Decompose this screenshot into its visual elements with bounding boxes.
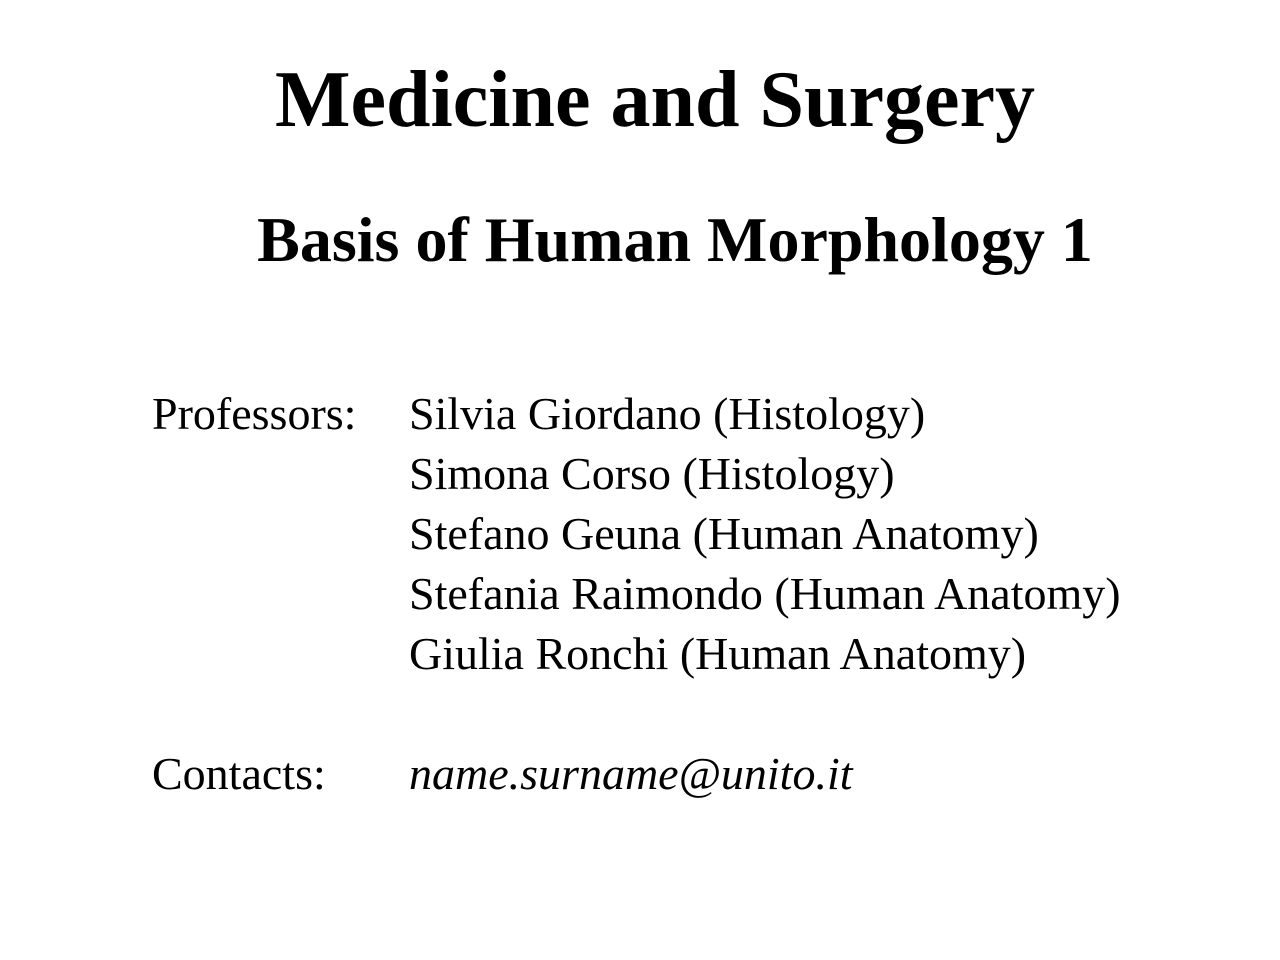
professor-item: Stefania Raimondo (Human Anatomy) (409, 568, 1121, 619)
professors-label: Professors: (152, 388, 357, 439)
professor-item: Silvia Giordano (Histology) (409, 388, 926, 439)
professor-item: Giulia Ronchi (Human Anatomy) (409, 628, 1027, 679)
page-title: Medicine and Surgery (275, 56, 1035, 144)
contacts-label: Contacts: (152, 748, 326, 799)
contact-email: name.surname@unito.it (409, 748, 853, 799)
course-subtitle: Basis of Human Morphology 1 (257, 204, 1093, 275)
professor-item: Simona Corso (Histology) (409, 448, 895, 499)
professors-list (409, 384, 1121, 684)
professor-item: Stefano Geuna (Human Anatomy) (409, 508, 1039, 559)
